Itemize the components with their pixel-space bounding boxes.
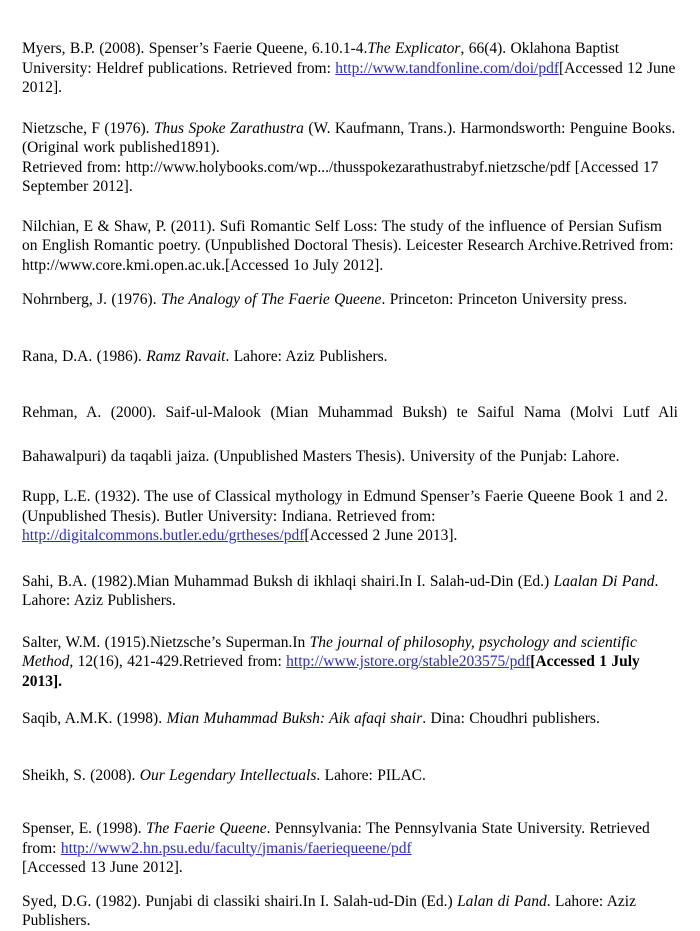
reference-link[interactable]: http://www.jstore.org/stable203575/pdf <box>286 653 531 670</box>
reference-text-segment: [Accessed 1 July 2013]. <box>22 653 640 690</box>
reference-entry-spenser-1998 <box>22 819 678 878</box>
reference-text-segment: Salter, W.M. (1915).Nietzsche’s Superman.In <box>22 633 310 651</box>
reference-link[interactable]: http://www.tandfonline.com/doi/pdf <box>335 59 559 77</box>
reference-text-segment: Rehman, A. (2000). Saif-ul-Malook (Mian Muhammad Buksh) te Saiful Nama (Molvi Lutf Ali Bahawalpuri) da taqabli jaiza. (Unpublished Masters Thesis). University of the Punjab: Lahore. <box>22 404 678 465</box>
reference-entry-rupp-1932 <box>22 487 678 546</box>
reference-text-segment: , 66(4). Oklahona Baptist University: Heldref publications. Retrieved from: <box>22 40 620 77</box>
reference-text-segment: . Lahore: Aziz Publishers. <box>22 572 659 609</box>
reference-entry-syed-1982 <box>22 892 678 931</box>
reference-text-segment: Ramz Ravait <box>146 347 226 365</box>
reference-text-segment: . Pennsylvania: The Pennsylvania State University. Retrieved from: <box>22 820 650 857</box>
reference-entry-salter-1915 <box>22 633 678 692</box>
reference-entry-rana-1986 <box>22 347 678 367</box>
reference-text-segment: Thus Spoke Zarathustra <box>153 119 304 137</box>
reference-text-segment: Saqib, A.M.K. (1998). <box>22 710 167 727</box>
reference-text-segment: 12(16), 421-429.Retrieved from: <box>73 653 287 670</box>
reference-text-segment: Mian Muhammad Buksh: Aik afaqi shair <box>166 710 423 727</box>
reference-entry-nilchian-shaw-2011 <box>22 217 678 276</box>
reference-text-segment: Sheikh, S. (2008). <box>22 766 140 784</box>
reference-link[interactable]: http://www2.hn.psu.edu/faculty/jmanis/faeriequeene/pdf <box>60 839 412 857</box>
reference-text-segment: The Explicator <box>367 40 461 57</box>
reference-text-segment: The journal of philosophy, psychology and scientific Method, <box>22 633 637 670</box>
reference-text-segment: [Accessed 13 June 2012]. <box>22 859 183 876</box>
reference-text-segment: Syed, D.G. (1982). Punjabi di classiki shairi.In I. Salah-ud-Din (Ed.) <box>22 892 458 910</box>
reference-text-segment: Rupp, L.E. (1932). The use of Classical mythology in Edmund Spenser’s Faerie Queene Book 1 and 2.(Unpublished Thesis). Butler University: Indiana. Retrieved from: <box>22 488 668 525</box>
reference-text-segment: . Lahore: PILAC. <box>316 766 426 784</box>
reference-text-segment: Myers, B.P. (2008). Spenser’s Faerie Queene, 6.10.1-4. <box>22 40 368 57</box>
reference-text-segment: . Lahore: Aziz Publishers. <box>225 347 388 365</box>
reference-text-segment: Spenser, E. (1998). <box>22 820 146 837</box>
references-list <box>22 39 678 931</box>
reference-text-segment: Laalan Di Pand <box>553 572 655 590</box>
reference-entry-nietzsche-1976 <box>22 119 678 197</box>
reference-text-segment: The Faerie Queene <box>146 820 267 837</box>
reference-text-segment: . Dina: Choudhri publishers. <box>422 710 600 727</box>
reference-text-segment: (W. Kaufmann, Trans.). Harmondsworth: Penguine Books. (Original work published1891). <box>22 119 676 156</box>
reference-link[interactable]: http://digitalcommons.butler.edu/grtheses/pdf <box>22 527 305 544</box>
reference-entry-sheikh-2008 <box>22 766 678 786</box>
reference-text-segment: The Analogy of The Faerie Queene <box>160 291 382 308</box>
reference-text-segment: Retrieved from: http://www.holybooks.com/wp.../thusspokezarathustrabyf.nietzsche/pdf [Accessed 17 September 2012]. <box>22 158 659 195</box>
reference-text-segment: [Accessed 2 June 2013]. <box>304 527 458 544</box>
reference-text-segment: Nohrnberg, J. (1976). <box>22 291 161 308</box>
reference-entry-saqib-1998 <box>22 709 678 729</box>
reference-text-segment: Rana, D.A. (1986). <box>22 347 147 365</box>
reference-text-segment: Nietzsche, F (1976). <box>22 119 154 137</box>
reference-text-segment: Lalan di Pand <box>457 892 547 910</box>
reference-text-segment: Nilchian, E & Shaw, P. (2011). Sufi Romantic Self Loss: The study of the influence of Persian Sufism on English Romantic poetry. (Unpublished Doctoral Thesis). Leicester Research Archive.Retrived from: http://www.core.kmi.open.ac.uk.[Accessed 1o July 2012]. <box>22 217 674 274</box>
reference-entry-sahi-1982 <box>22 572 678 611</box>
reference-text-segment: Sahi, B.A. (1982).Mian Muhammad Buksh di ikhlaqi shairi.In I. Salah-ud-Din (Ed.) <box>22 572 554 590</box>
reference-text-segment: [Accessed 12 June 2012]. <box>22 59 676 96</box>
reference-text-segment: . Princeton: Princeton University press. <box>381 291 628 308</box>
reference-entry-nohrnberg-1976 <box>22 290 678 310</box>
reference-text-segment: Our Legendary Intellectuals <box>139 766 317 784</box>
reference-entry-rehman-2000 <box>22 391 678 479</box>
reference-text-segment: . Lahore: Aziz Publishers. <box>22 892 636 929</box>
reference-entry-myers-2008 <box>22 39 678 98</box>
